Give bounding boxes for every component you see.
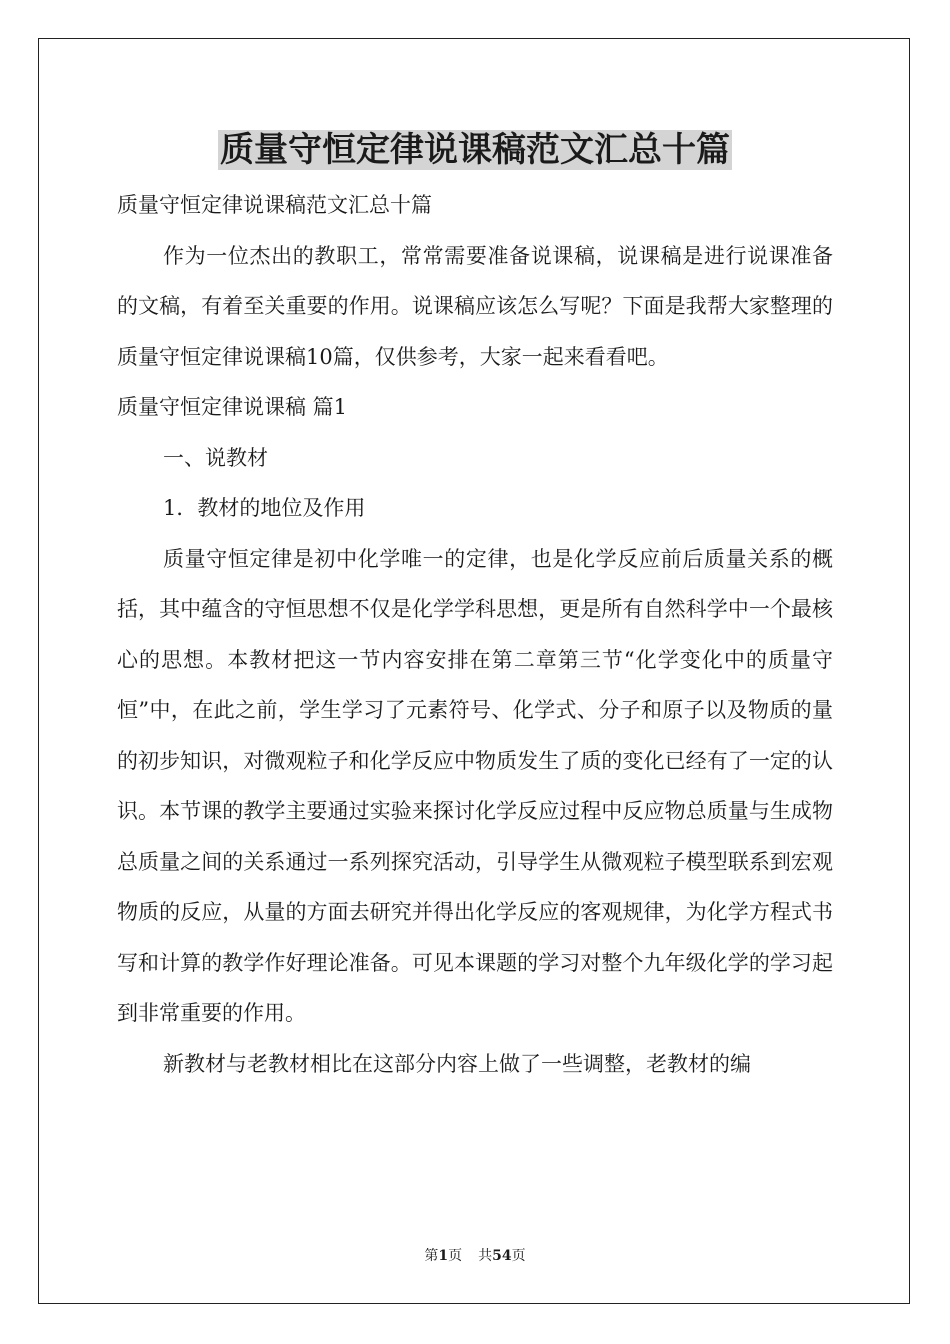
subtitle-paragraph: 质量守恒定律说课稿范文汇总十篇: [117, 193, 432, 217]
body-paragraph-continued: 新教材与老教材相比在这部分内容上做了一些调整，老教材的编: [163, 1051, 751, 1076]
document-title-text: 质量守恒定律说课稿范文汇总十篇: [220, 130, 730, 170]
page-prefix: 第: [424, 1248, 439, 1264]
subsection-heading: 一、说教材: [163, 445, 268, 470]
page-suffix: 页: [448, 1248, 463, 1264]
body-paragraph: 质量守恒定律是初中化学唯一的定律，也是化学反应前后质量关系的概括，其中蕴含的守恒思想不仅是化学学科思想，更是所有自然科学中一个最核心的思想。本教材把这一节内容安排在第二章第三节“化学变化中的质量守恒”中，在此之前，学生学习了元素符号、化学式、分子和原子以及物质的量的初步知识，对微观粒子和化学反应中物质发生了质的变化已经有了一定的认识。本节课的教学主要通过实验来探讨化学反应过程中反应物总质量与生成物总质量之间的关系通过一系列探究活动，引导学生从微观粒子模型联系到宏观物质的反应，从量的方面去研究并得出化学反应的客观规律，为化学方程式书写和计算的教学作好理论准备。可见本课题的学习对整个九年级化学的学习起到非常重要的作用。: [117, 546, 833, 1025]
section-heading: 质量守恒定律说课稿 篇1: [117, 395, 348, 419]
page-footer: [0, 1246, 950, 1266]
document-body: [117, 180, 833, 1089]
total-prefix: 共: [478, 1248, 493, 1264]
total-suffix: 页: [511, 1248, 526, 1264]
document-title: [0, 126, 950, 174]
item-heading: 1．教材的地位及作用: [163, 496, 366, 520]
page-current: 1: [438, 1248, 449, 1264]
page-total: 54: [492, 1248, 512, 1264]
intro-paragraph: 作为一位杰出的教职工，常常需要准备说课稿，说课稿是进行说课准备的文稿，有着至关重要的作用。说课稿应该怎么写呢？下面是我帮大家整理的质量守恒定律说课稿10篇，仅供参考，大家一起来看看吧。: [117, 243, 833, 369]
